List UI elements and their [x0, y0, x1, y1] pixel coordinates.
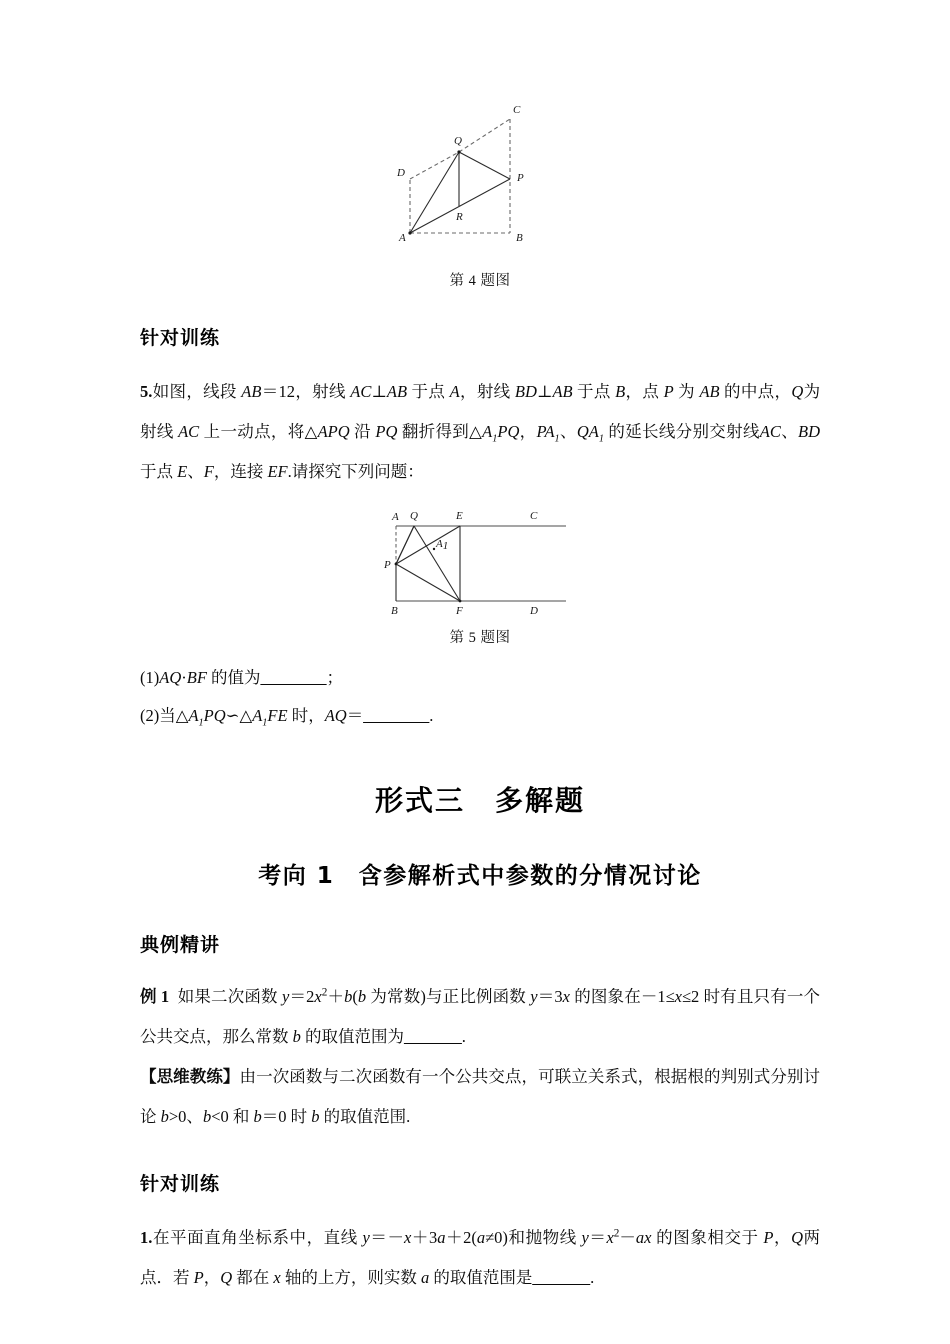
sq2-m-aq: AQ	[324, 706, 347, 725]
p5-m-ac3: AC	[759, 422, 781, 441]
p1-m-y2: y	[581, 1228, 589, 1247]
p5-sub-pa1: 1	[554, 433, 560, 445]
p1-m-y: y	[362, 1228, 370, 1247]
section-heading-form-three: 形式三 多解题	[374, 784, 585, 817]
p5-m-ac: AC	[350, 382, 372, 401]
p5-t12: 翻折得到△	[397, 422, 483, 441]
p5-m-pa1: PA	[536, 422, 555, 441]
sq2-similar-symbol: ∽	[225, 706, 240, 725]
sq2-t2: △	[239, 706, 253, 725]
ex1-answer-blank[interactable]: _______	[404, 1027, 462, 1046]
sq2-sub-1: 1	[198, 717, 204, 729]
sq1-prefix: (1)	[140, 668, 160, 687]
p5-t6: ，点	[625, 382, 664, 401]
ex1-m-y2: y	[530, 987, 538, 1006]
tc-m-b4: b	[311, 1107, 320, 1126]
tc-m-b3: b	[253, 1107, 262, 1126]
p5-m-ab: AB	[241, 382, 262, 401]
sq2-sub-2: 1	[262, 717, 268, 729]
sq2-m-a1: A	[188, 706, 199, 725]
p5-m-a1pq: PQ	[497, 422, 520, 441]
figure-4-diagram	[380, 95, 580, 255]
figure-4-label-P: P	[517, 172, 524, 184]
ex1-m-x: x	[314, 987, 322, 1006]
segment-PF	[396, 564, 460, 601]
thinking-coach-block	[140, 1057, 820, 1137]
p5-m-ac2: AC	[178, 422, 200, 441]
figure-5-label-A1: A1	[436, 538, 449, 552]
ex1-t6: ＝3	[537, 987, 563, 1006]
p5-m-a1: A	[482, 422, 493, 441]
ex1-m-x2: x	[562, 987, 570, 1006]
figure-4-label-B: B	[516, 232, 523, 244]
p1-m-P: P	[763, 1228, 774, 1247]
problem-5-statement	[140, 372, 820, 492]
sq2-prefix: (2)	[140, 706, 160, 725]
ex1-t5: 为常数)与正比例函数	[366, 987, 531, 1006]
ex1-m-b: b	[344, 987, 353, 1006]
sq1-text: 的值为	[206, 668, 261, 687]
figure-4-label-R: R	[456, 211, 463, 223]
p5-m-bd2: BD	[798, 422, 821, 441]
figure-4-caption: 第 4 题图	[449, 273, 511, 289]
p5-m-apq: APQ	[317, 422, 350, 441]
tc-l2b: >0、	[168, 1107, 203, 1126]
figure-5-label-A: A	[392, 511, 399, 523]
figure-5-label-B: B	[391, 605, 398, 616]
tc-l1: 由一次函数与二次函数有一个公共交点，可联立关系式，根据根的判别式分	[239, 1067, 787, 1086]
p5-sub-qa1: 1	[598, 433, 604, 445]
p5-t11: 沿	[349, 422, 376, 441]
vertex-dot-F	[459, 600, 462, 603]
p1-t6: ＝	[588, 1228, 607, 1247]
p1-t4: ＋2(	[445, 1228, 477, 1247]
p1-m-a3: a	[420, 1268, 430, 1287]
sq1-dot: ·	[181, 668, 187, 687]
segment-QP	[459, 152, 510, 179]
sq2-tail: .	[429, 706, 434, 725]
p5-t7: 为	[673, 382, 700, 401]
p5-t20: .请探究下列问题：	[287, 462, 424, 481]
segment-AQ	[410, 152, 459, 233]
sq1-m-aq: AQ	[159, 668, 182, 687]
p5-t3: 于点	[407, 382, 450, 401]
p5-t8: 的中点，	[719, 382, 792, 401]
ex1-label: 例 1	[140, 987, 170, 1006]
ex1-t7: 的图象在－1≤	[569, 987, 675, 1006]
figure-5-label-E: E	[456, 510, 463, 522]
ex1-t4: (	[352, 987, 358, 1006]
p5-m-B: B	[615, 382, 626, 401]
p1-t7: －	[619, 1228, 636, 1247]
p1-l2c: 都在	[232, 1268, 274, 1287]
sq2-m-fe: FE	[267, 706, 288, 725]
p5-sub-a1: 1	[492, 433, 498, 445]
sq2-m-pq: PQ	[203, 706, 226, 725]
figure-4-label-D: D	[397, 167, 405, 179]
vertex-dot-A	[408, 231, 411, 234]
figure-5-label-C: C	[530, 510, 538, 522]
ex1-l2c: .	[461, 1027, 466, 1046]
figure-4-block	[140, 95, 820, 290]
ex1-t3: ＋	[327, 987, 345, 1006]
p5-perp2: ⊥	[536, 382, 553, 401]
p1-l2d: 轴的上方，则实数	[280, 1268, 421, 1287]
p5-m-qa1: QA	[576, 422, 599, 441]
p5-t5: 于点	[572, 382, 616, 401]
sq2-equals: ＝	[346, 706, 364, 725]
tc-l2e: 的取值范围.	[319, 1107, 411, 1126]
p5-t2: ＝12，射线	[261, 382, 351, 401]
segment-AP	[410, 179, 510, 233]
subsection-heading-kaoxiang-1: 考向 1 含参解析式中参数的分情况讨论	[258, 863, 702, 889]
p1-t2: ＝－	[369, 1228, 404, 1247]
p1-l2a: 两点．若	[140, 1228, 821, 1287]
p1-m-Q2: Q	[220, 1268, 233, 1287]
segment-DQ	[410, 152, 459, 179]
p1-m-P2: P	[193, 1268, 204, 1287]
figure-5-label-F: F	[456, 605, 463, 616]
figure-5-block	[140, 506, 820, 647]
p5-t19: ，连接	[213, 462, 268, 481]
p1-t3: ＋3	[411, 1228, 438, 1247]
p1-t5: ≠0)和抛物线	[485, 1228, 582, 1247]
heading-classic-examples: 典例精讲	[140, 934, 221, 956]
ex1-l2a: 有一个公共交点，那么常数	[140, 987, 821, 1046]
figure-5-label-P: P	[384, 559, 391, 571]
heading-drill-practice-2: 针对训练	[140, 1173, 221, 1195]
vertex-dot-P	[395, 563, 398, 566]
ex1-t1: 如果二次函数	[177, 987, 282, 1006]
segment-QC	[459, 119, 510, 152]
p5-perp1: ⊥	[371, 382, 387, 401]
figure-4-label-Q: Q	[454, 135, 462, 147]
p5-m-pq: PQ	[375, 422, 398, 441]
tc-m-b2: b	[202, 1107, 212, 1126]
p5-t18: 、	[187, 462, 204, 481]
ex1-m-y: y	[281, 987, 290, 1006]
sq1-answer-blank[interactable]: ________	[260, 668, 327, 687]
ex1-m-b2: b	[357, 987, 367, 1006]
p1-t9: ，	[773, 1228, 792, 1247]
p1-l2f: .	[590, 1268, 595, 1287]
p5-t17: 于点	[140, 462, 178, 481]
p5-m-bd: BD	[514, 382, 537, 401]
p5-m-F: F	[203, 462, 214, 481]
p1-t1: 在平面直角坐标系中，直线	[152, 1228, 363, 1247]
ex1-m-b3: b	[292, 1027, 301, 1046]
p1-m-a: a	[437, 1228, 446, 1247]
p1-l2b: ，	[203, 1268, 221, 1287]
p5-m-Q: Q	[791, 382, 804, 401]
problem-5-subquestion-1	[140, 659, 820, 697]
p5-m-ab3: AB	[552, 382, 573, 401]
sq1-tail: ；	[326, 668, 344, 687]
figure-5-label-D: D	[530, 605, 538, 616]
p5-m-A: A	[449, 382, 460, 401]
p1-m-x2: x	[606, 1228, 614, 1247]
p5-t16: 、	[780, 422, 799, 441]
p1-t8: 的图象相交于	[651, 1228, 764, 1247]
p1-m-x3: x	[273, 1268, 281, 1287]
p5-t14: 、	[559, 422, 577, 441]
ex1-t8: ≤2 时有且只	[682, 987, 771, 1006]
p5-t9: 为射线	[140, 382, 821, 441]
figure-4-label-A: A	[399, 232, 406, 244]
ex1-m-x3: x	[674, 987, 682, 1006]
p5-t1: 如图，线段	[152, 382, 242, 401]
problem-5-number: 5.	[140, 382, 153, 401]
page-content	[140, 0, 820, 1298]
p1-l2e: 的取值范围是	[429, 1268, 533, 1287]
p5-t13: ，	[519, 422, 537, 441]
tc-l2d: ＝0 时	[261, 1107, 312, 1126]
figure-5-diagram	[370, 506, 590, 616]
p5-t10: 上一动点，将△	[199, 422, 318, 441]
heading-drill-practice-1: 针对训练	[140, 327, 221, 349]
figure-4-label-C: C	[513, 104, 521, 116]
thinking-coach-tag: 【思维教练】	[140, 1067, 240, 1086]
example-1-statement	[140, 977, 820, 1057]
sq2-t3: 时，	[287, 706, 325, 725]
p1-m-Q: Q	[791, 1228, 803, 1247]
p5-m-ab2: AB	[386, 382, 408, 401]
ex1-t2: ＝2	[289, 987, 315, 1006]
p1-sup-2: 2	[613, 1227, 620, 1240]
sq2-m-a1b: A	[252, 706, 263, 725]
problem-1-statement	[140, 1218, 820, 1298]
vertex-dot-A1	[433, 548, 435, 550]
vertex-dot-Q	[457, 150, 460, 153]
tc-l2c: <0 和	[211, 1107, 254, 1126]
p5-m-E: E	[177, 462, 188, 481]
p5-m-P: P	[663, 382, 674, 401]
sq2-t1: 当△	[159, 706, 189, 725]
sq1-m-bf: BF	[186, 668, 207, 687]
problem-5-subquestion-2	[140, 697, 820, 735]
p5-m-ef: EF	[267, 462, 288, 481]
sq2-answer-blank[interactable]: ________	[363, 706, 430, 725]
ex1-sup-2: 2	[321, 986, 328, 999]
p1-m-a2: a	[476, 1228, 486, 1247]
ex1-l2b: 的取值范围为	[300, 1027, 404, 1046]
tc-m-b1: b	[160, 1107, 169, 1126]
p1-answer-blank[interactable]: _______	[532, 1268, 591, 1287]
tc-l2a: 别讨论	[140, 1067, 821, 1126]
p5-m-ab4: AB	[699, 382, 720, 401]
figure-5-label-Q: Q	[410, 510, 418, 522]
p5-t4: ，射线	[459, 382, 515, 401]
p1-m-ax: ax	[635, 1228, 652, 1247]
p1-number: 1.	[140, 1228, 153, 1247]
p5-t15: 的延长线分别交射线	[603, 422, 760, 441]
p1-m-x: x	[404, 1228, 412, 1247]
figure-5-caption: 第 5 题图	[449, 630, 511, 646]
